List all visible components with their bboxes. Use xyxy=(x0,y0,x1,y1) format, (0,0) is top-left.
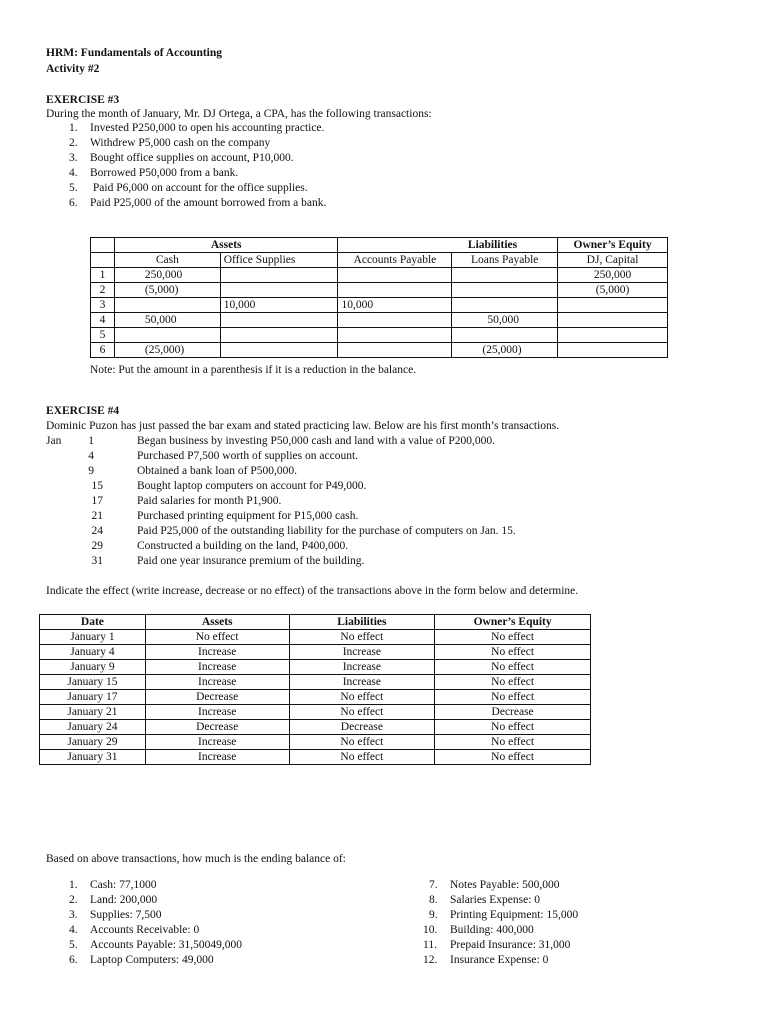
office-supplies-column-header: Office Supplies xyxy=(220,253,338,268)
owners-equity-header: Owner’s Equity xyxy=(558,238,668,253)
table-column-header xyxy=(91,253,668,268)
list-item: 8. Salaries Expense: 0 xyxy=(429,894,541,906)
table-row: January 31 Increase No effect No effect xyxy=(40,750,591,765)
list-item: 12. Insurance Expense: 0 xyxy=(423,954,549,966)
exercise-3-intro: During the month of January, Mr. DJ Ortega, a CPA, has the following transactions: xyxy=(46,108,432,120)
list-item: 3. Supplies: 7,500 xyxy=(69,909,162,921)
list-item: 1. Cash: 77,1000 xyxy=(69,879,157,891)
month-label: Jan xyxy=(46,435,62,447)
list-item: 6. Laptop Computers: 49,000 xyxy=(69,954,214,966)
list-item: 4. Borrowed P50,000 from a bank. xyxy=(69,167,239,179)
liabilities-column-header: Liabilities xyxy=(289,615,435,630)
list-item: 4. Accounts Receivable: 0 xyxy=(69,924,200,936)
assets-header: Assets xyxy=(114,238,338,253)
table-row: January 1 No effect No effect No effect xyxy=(40,630,591,645)
table-column-header xyxy=(40,615,591,630)
course-title: HRM: Fundamentals of Accounting xyxy=(46,47,223,59)
exercise-4-intro: Dominic Puzon has just passed the bar exam and stated practicing law. Below are his first month’s transactions. xyxy=(46,420,560,432)
list-item: 31 Paid one year insurance premium of the building. xyxy=(91,555,365,567)
list-item: 1. Invested P250,000 to open his accounting practice. xyxy=(69,122,325,134)
exercise-3-note: Note: Put the amount in a parenthesis if it is a reduction in the balance. xyxy=(90,364,417,376)
exercise-3-table xyxy=(90,237,668,358)
activity-title: Activity #2 xyxy=(46,63,100,75)
list-item: 2. Withdrew P5,000 cash on the company xyxy=(69,137,271,149)
list-item: 5. Paid P6,000 on account for the office supplies. xyxy=(69,182,308,194)
table-group-header xyxy=(91,238,668,253)
date-column-header: Date xyxy=(40,615,146,630)
table-row: 3 10,000 10,000 xyxy=(91,298,668,313)
exercise-3-title: EXERCISE #3 xyxy=(46,94,120,106)
table-row: January 24 Decrease Decrease No effect xyxy=(40,720,591,735)
table-row: 5 xyxy=(91,328,668,343)
balance-question: Based on above transactions, how much is the ending balance of: xyxy=(46,853,346,865)
table-row: 1 250,000 250,000 xyxy=(91,268,668,283)
exercise-4-instruction: Indicate the effect (write increase, decrease or no effect) of the transactions above in the form below and determine. xyxy=(46,585,579,597)
table-row: January 9 Increase Increase No effect xyxy=(40,660,591,675)
list-item: 3. Bought office supplies on account, P10,000. xyxy=(69,152,294,164)
list-item: 21 Purchased printing equipment for P15,000 cash. xyxy=(91,510,359,522)
liabilities-header: Liabilities xyxy=(338,238,558,253)
loans-payable-column-header: Loans Payable xyxy=(452,253,558,268)
table-row: January 4 Increase Increase No effect xyxy=(40,645,591,660)
list-item: 24 Paid P25,000 of the outstanding liability for the purchase of computers on Jan. 15. xyxy=(91,525,516,537)
owners-equity-column-header: Owner’s Equity xyxy=(435,615,591,630)
list-item: 5. Accounts Payable: 31,50049,000 xyxy=(69,939,243,951)
exercise-3-transactions xyxy=(46,121,326,211)
list-item: 7. Notes Payable: 500,000 xyxy=(429,879,560,891)
list-item: 6. Paid P25,000 of the amount borrowed from a bank. xyxy=(69,197,327,209)
balances-left-list xyxy=(46,878,242,968)
list-item: 2. Land: 200,000 xyxy=(69,894,158,906)
balances-right-list xyxy=(406,878,578,968)
effects-table xyxy=(39,614,591,765)
list-item: 9 Obtained a bank loan of P500,000. xyxy=(88,465,298,477)
list-item: 29 Constructed a building on the land, P400,000. xyxy=(91,540,349,552)
table-row: 6 (25,000) (25,000) xyxy=(91,343,668,358)
accounts-payable-column-header: Accounts Payable xyxy=(338,253,452,268)
list-item: 10. Building: 400,000 xyxy=(423,924,534,936)
assets-column-header: Assets xyxy=(145,615,289,630)
list-item: 15 Bought laptop computers on account for P49,000. xyxy=(91,480,367,492)
table-row: January 15 Increase Increase No effect xyxy=(40,675,591,690)
list-item: 9. Printing Equipment: 15,000 xyxy=(429,909,579,921)
list-item: 17 Paid salaries for month P1,900. xyxy=(91,495,282,507)
exercise-4-title: EXERCISE #4 xyxy=(46,405,120,417)
exercise-4-transactions xyxy=(46,434,746,569)
list-item: 4 Purchased P7,500 worth of supplies on account. xyxy=(88,450,359,462)
list-item: 11. Prepaid Insurance: 31,000 xyxy=(423,939,571,951)
table-row: January 21 Increase No effect Decrease xyxy=(40,705,591,720)
list-item: Jan 1 Began business by investing P50,000 cash and land with a value of P200,000. xyxy=(46,435,496,447)
table-row: January 17 Decrease No effect No effect xyxy=(40,690,591,705)
table-row: January 29 Increase No effect No effect xyxy=(40,735,591,750)
table-row: 4 50,000 50,000 xyxy=(91,313,668,328)
capital-column-header: DJ, Capital xyxy=(558,253,668,268)
table-row: 2 (5,000) (5,000) xyxy=(91,283,668,298)
cash-column-header: Cash xyxy=(114,253,220,268)
